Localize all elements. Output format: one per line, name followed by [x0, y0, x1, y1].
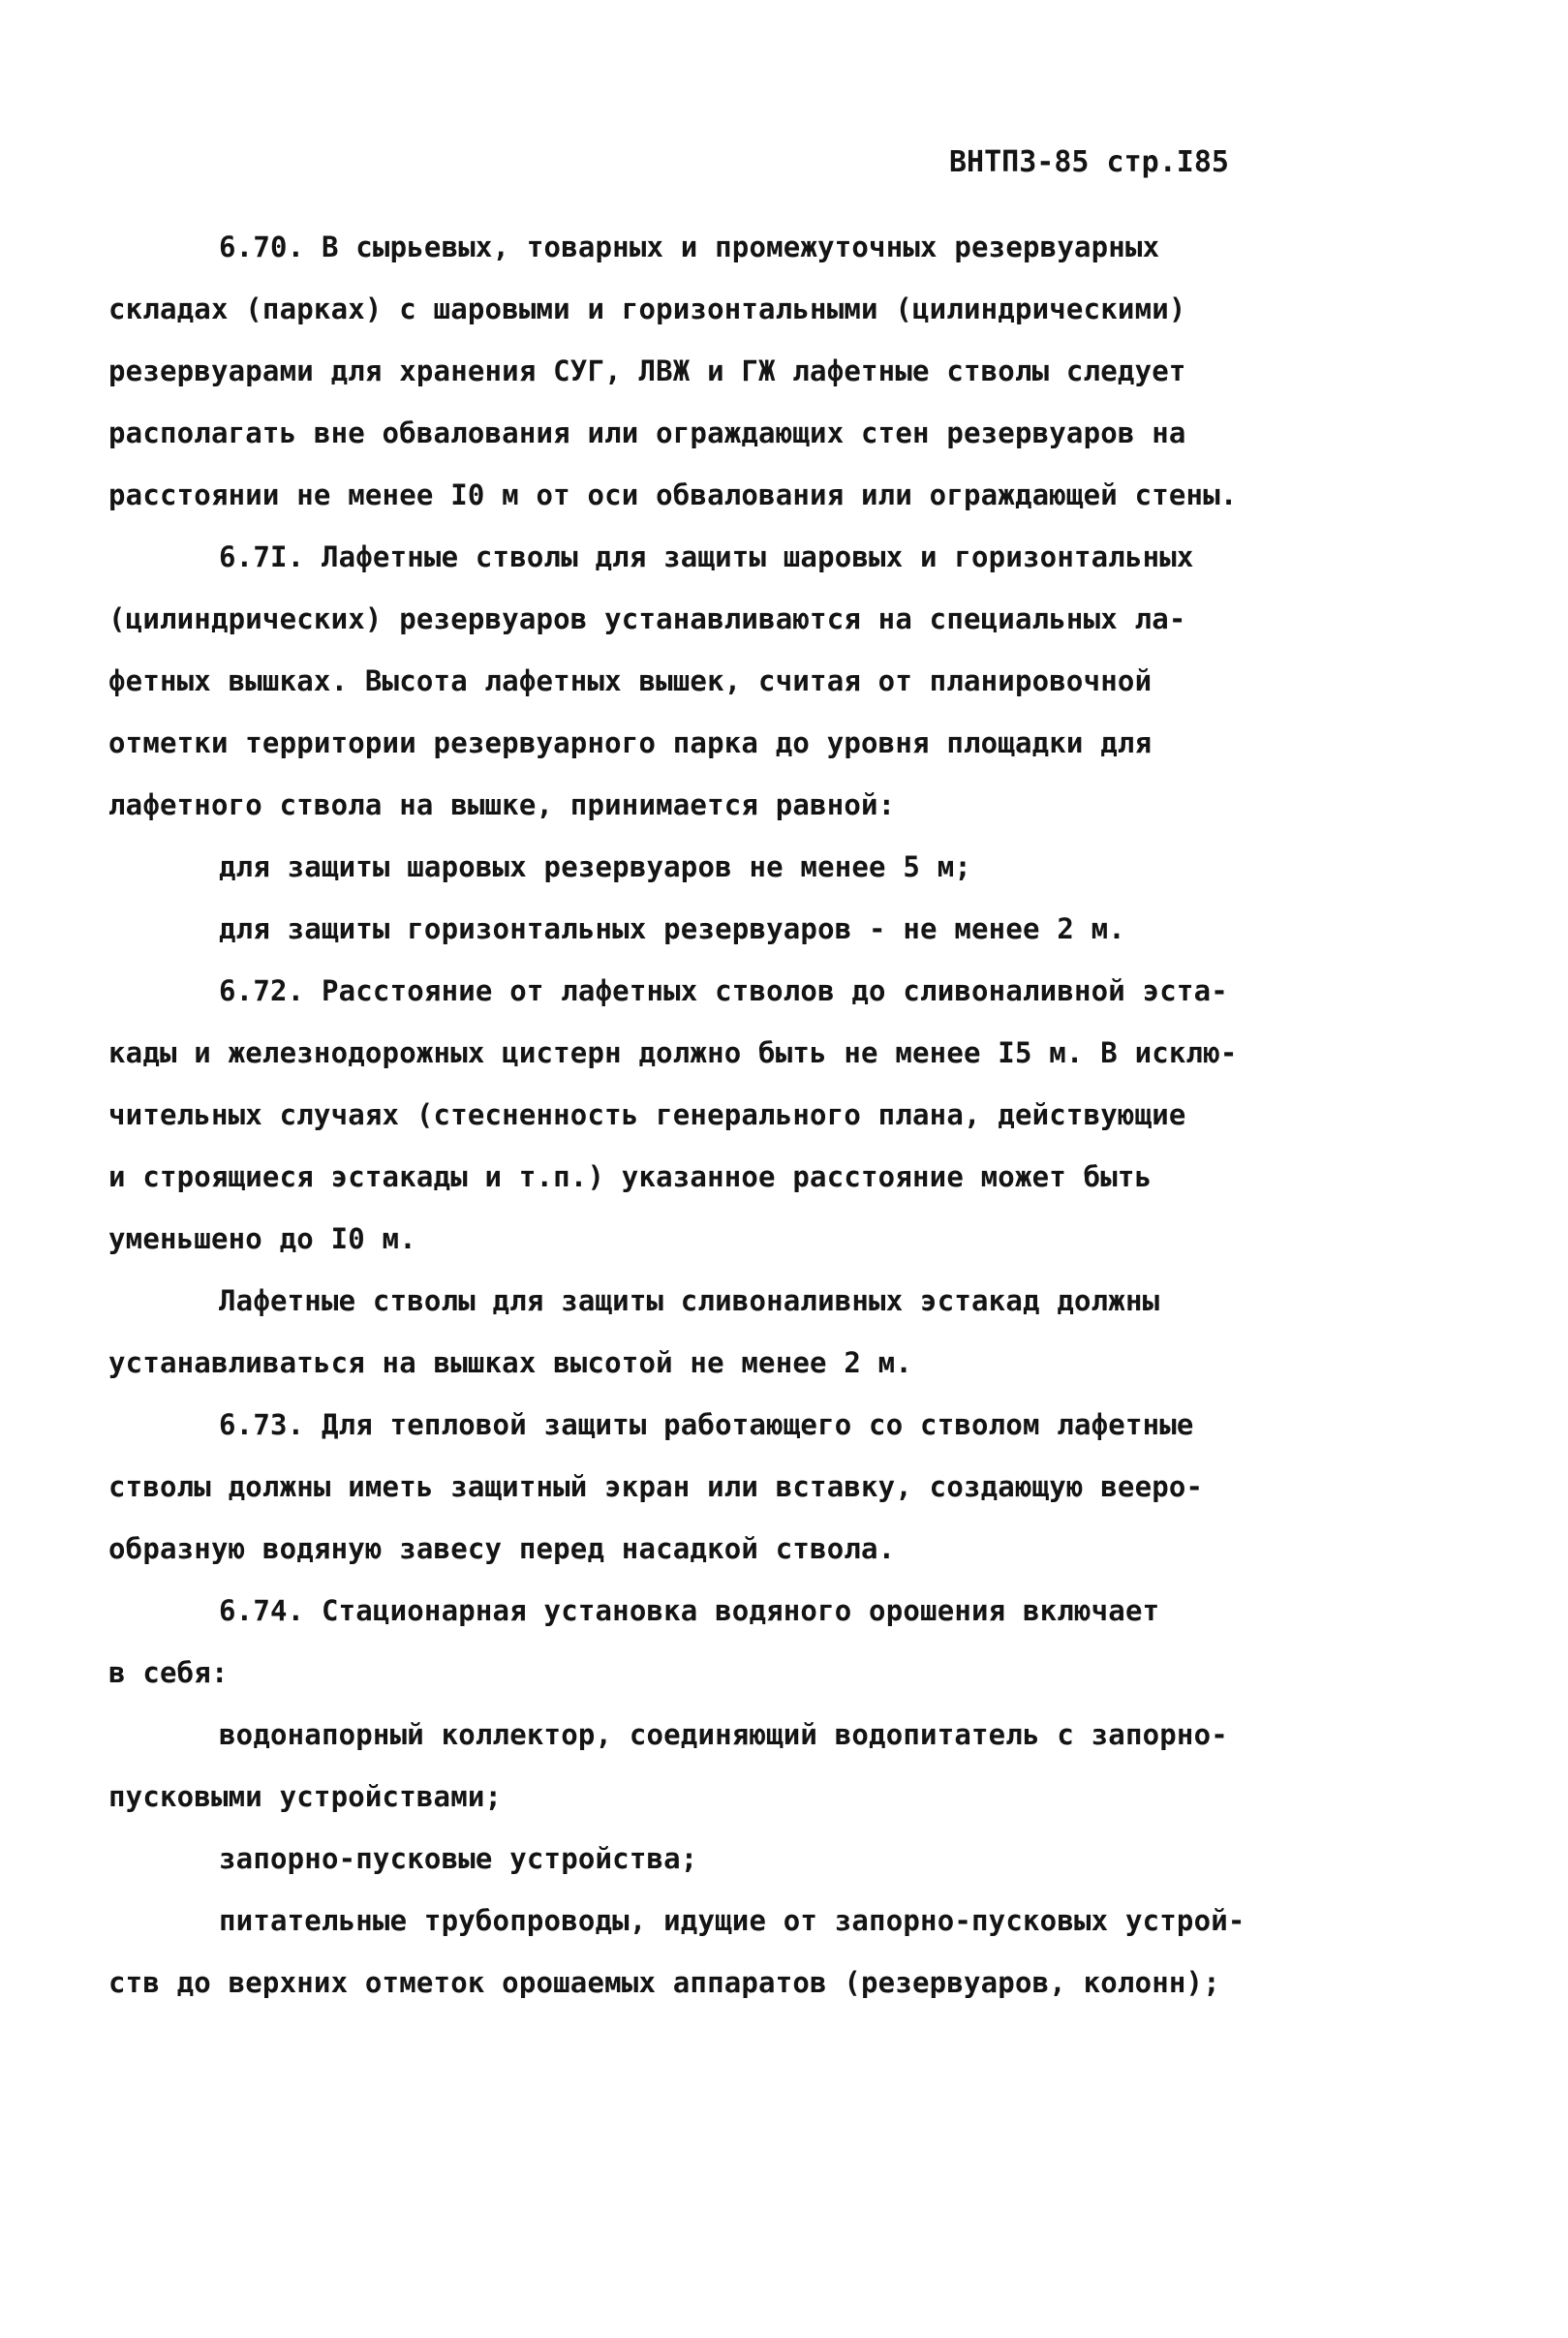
text-line: (цилиндрических) резервуаров устанавливаются на специальных ла-	[108, 602, 1186, 635]
text-line: 6.74. Стационарная установка водяного орошения включает	[219, 1594, 1160, 1627]
text-line: резервуарами для хранения СУГ, ЛВЖ и ГЖ лафетные стволы следует	[108, 354, 1186, 387]
text-line: ств до верхних отметок орошаемых аппаратов (резервуаров, колонн);	[108, 1966, 1220, 1999]
text-line: питательные трубопроводы, идущие от запорно-пусковых устрой-	[219, 1904, 1245, 1937]
text-line: для защиты горизонтальных резервуаров - не менее 2 м.	[219, 912, 1125, 945]
text-line: образную водяную завесу перед насадкой ствола.	[108, 1532, 896, 1565]
text-line: отметки территории резервуарного парка до уровня площадки для	[108, 726, 1153, 759]
text-line: для защиты шаровых резервуаров не менее 5 м;	[219, 850, 972, 883]
text-line: 6.72. Расстояние от лафетных стволов до сливоналивной эста-	[219, 974, 1228, 1007]
text-line: располагать вне обвалования или ограждающих стен резервуаров на	[108, 416, 1186, 449]
text-line: и строящиеся эстакады и т.п.) указанное расстояние может быть	[108, 1160, 1153, 1193]
text-line: 6.73. Для тепловой защиты работающего со стволом лафетные	[219, 1408, 1194, 1441]
text-line: в себя:	[108, 1656, 229, 1689]
text-line: запорно-пусковые устройства;	[219, 1842, 698, 1875]
text-line: уменьшено до I0 м.	[108, 1222, 416, 1255]
text-line: чительных случаях (стесненность генерального плана, действующие	[108, 1098, 1186, 1131]
text-line: 6.70. В сырьевых, товарных и промежуточных резервуарных	[219, 231, 1160, 263]
text-line: Лафетные стволы для защиты сливоналивных эстакад должны	[219, 1284, 1160, 1317]
text-line: водонапорный коллектор, соединяющий водопитатель с запорно-	[219, 1718, 1228, 1751]
text-line: расстоянии не менее I0 м от оси обвалования или ограждающей стены.	[108, 478, 1238, 511]
text-line: лафетного ствола на вышке, принимается равной:	[108, 788, 896, 821]
page-header: ВНТП3-85 стр.I85	[949, 145, 1229, 179]
text-line: фетных вышках. Высота лафетных вышек, считая от планировочной	[108, 664, 1153, 697]
text-line: стволы должны иметь защитный экран или вставку, создающую вееро-	[108, 1470, 1204, 1503]
text-line: кады и железнодорожных цистерн должно быть не менее I5 м. В исклю-	[108, 1036, 1238, 1069]
text-line: складах (парках) с шаровыми и горизонтальными (цилиндрическими)	[108, 292, 1186, 325]
text-line: 6.7I. Лафетные стволы для защиты шаровых и горизонтальных	[219, 540, 1194, 573]
text-line: пусковыми устройствами;	[108, 1780, 503, 1813]
text-line: устанавливаться на вышках высотой не менее 2 м.	[108, 1346, 912, 1379]
